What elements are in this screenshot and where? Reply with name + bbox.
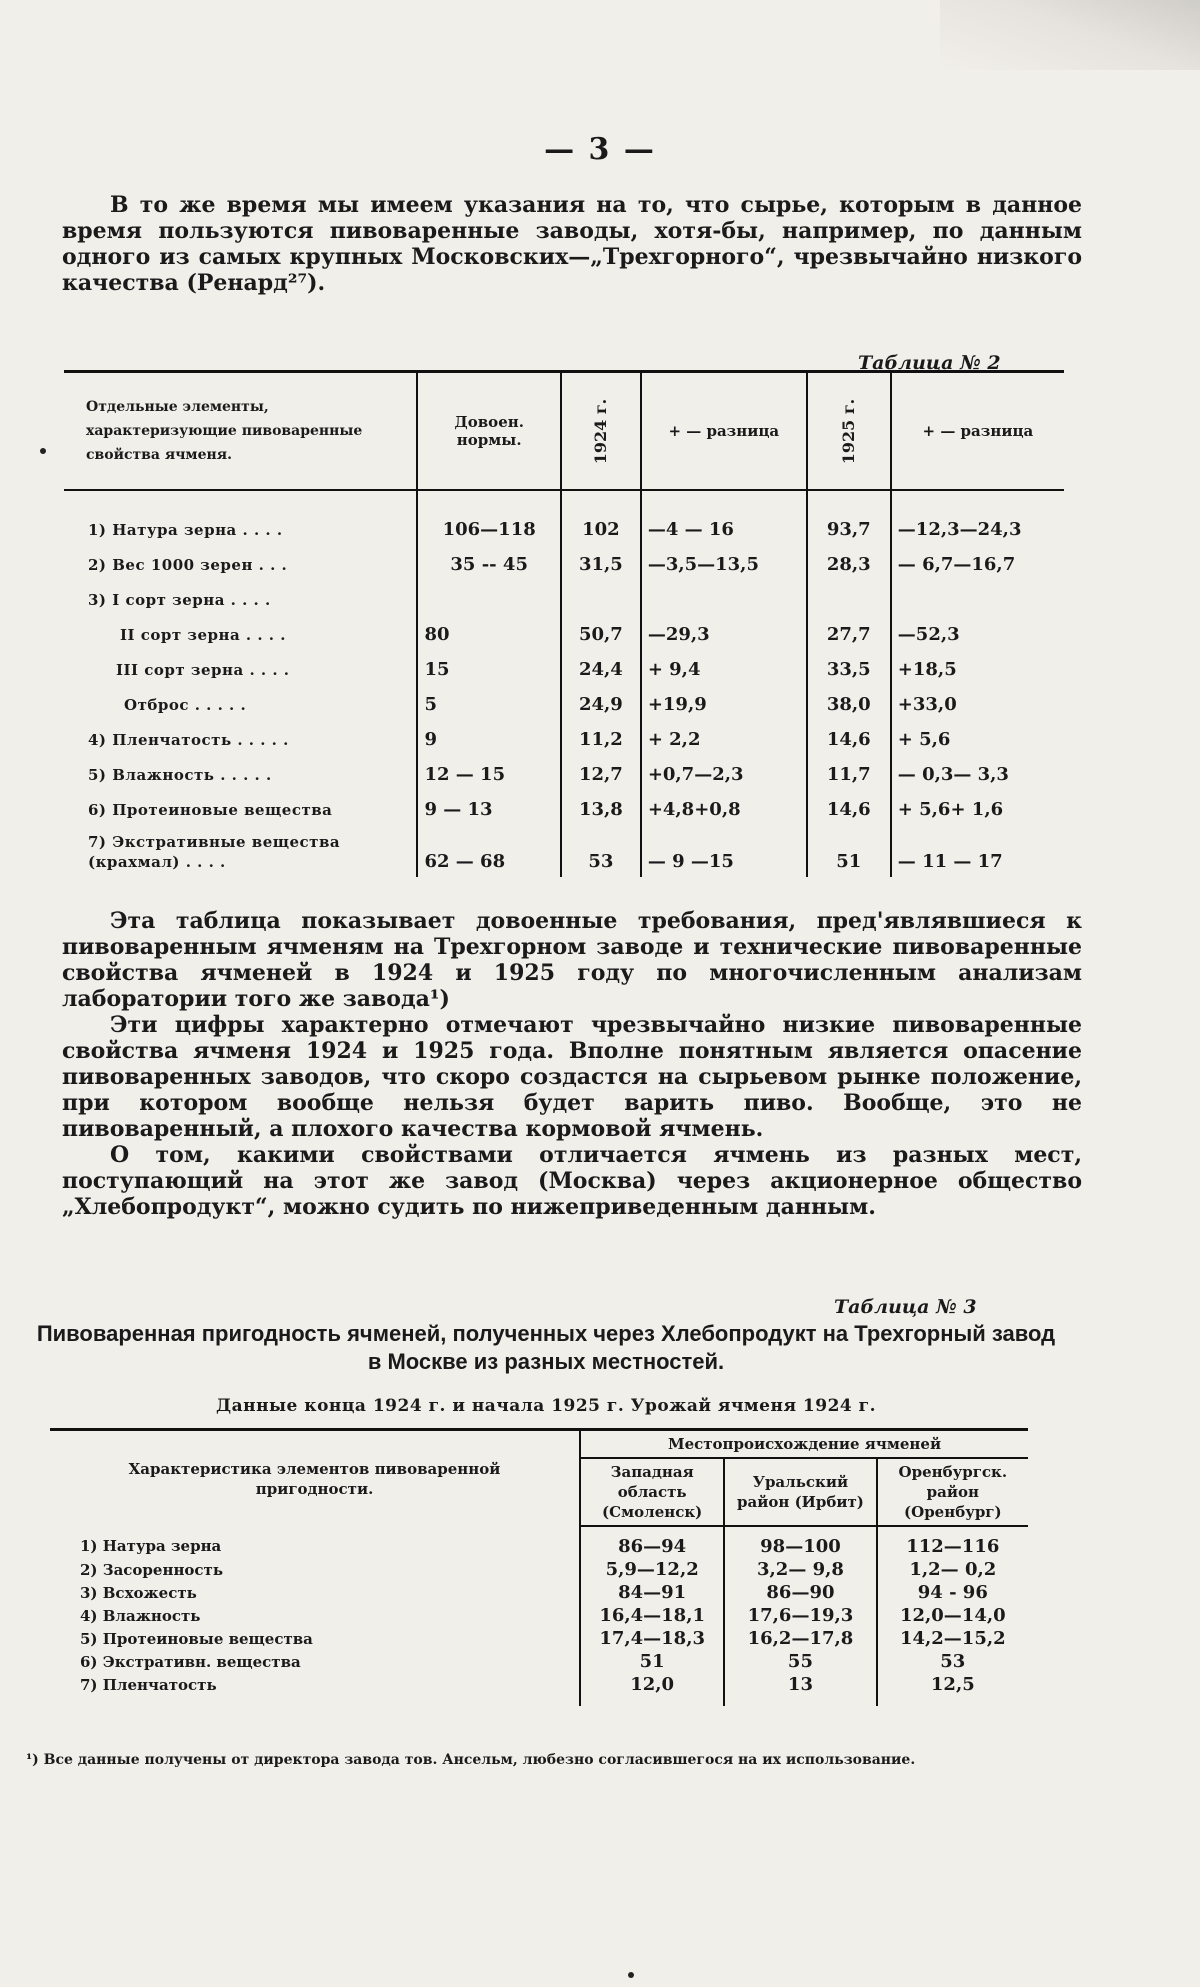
cell-diff-1924: +0,7—2,3 (641, 757, 807, 792)
cell-ural: 86—90 (724, 1581, 876, 1604)
cell-1925: 14,6 (807, 792, 891, 827)
cell-1924: 53 (561, 827, 641, 877)
cell-orenburg: 14,2—15,2 (877, 1627, 1028, 1650)
cell-diff-1925: — 6,7—16,7 (891, 547, 1064, 582)
region-west: Западная область (Смоленск) (580, 1458, 724, 1526)
table-row (64, 617, 1064, 652)
cell-1924 (561, 582, 641, 617)
cell-diff-1925 (891, 582, 1064, 617)
table2-header-1925 (807, 372, 891, 491)
table2-header-diff-1924: + — разница (641, 372, 807, 491)
table-row (64, 652, 1064, 687)
row-label-text: 5) Протеиновые вещества (80, 1629, 313, 1648)
table2-header-1924-text: 1924 г. (591, 398, 611, 464)
cell-diff-1925: —52,3 (891, 617, 1064, 652)
cell-diff-1924: —29,3 (641, 617, 807, 652)
row-label-text: 3) Всхожесть (80, 1583, 197, 1602)
cell-norm: 80 (417, 617, 560, 652)
table2-header-row (64, 372, 1064, 491)
cell-1924: 12,7 (561, 757, 641, 792)
row-label (50, 1650, 580, 1673)
table2-header-norms: Довоен. нормы. (417, 372, 560, 491)
cell-orenburg: 1,2— 0,2 (877, 1558, 1028, 1581)
row-label: II сорт зерна . . . . (120, 625, 286, 644)
cell-1925: 51 (807, 827, 891, 877)
table-row (50, 1650, 1028, 1673)
row-label (50, 1558, 580, 1581)
row-label: 2) Вес 1000 зерен . . . (88, 555, 288, 574)
table-row (50, 1526, 1028, 1558)
cell-ural: 16,2—17,8 (724, 1627, 876, 1650)
cell-orenburg: 94 - 96 (877, 1581, 1028, 1604)
table-row (64, 757, 1064, 792)
cell-1924: 50,7 (561, 617, 641, 652)
table-row (64, 547, 1064, 582)
table2-label: Таблица № 2 (858, 352, 1001, 374)
paragraph-low-quality: Эти цифры характерно отмечают чрезвычайно низкие пивоваренные свойства ячменя 1924 и 1925 года. Вполне понятным является опасение пивоваренных заводов, что скоро создастся на сырьевом рынке положение, при котором вообще нельзя будет варить пиво. Вообще, это не пивоваренный, а плохого качества кормовой ячмень. (62, 1012, 1082, 1142)
table3-header-characteristics: Характеристика элементов пивоваренной пригодности. (50, 1430, 580, 1527)
cell-west: 86—94 (580, 1526, 724, 1558)
row-label: III сорт зерна . . . . (116, 660, 290, 679)
table3-subtitle: Данные конца 1924 г. и начала 1925 г. Урожай ячменя 1924 г. (216, 1396, 876, 1416)
cell-orenburg: 112—116 (877, 1526, 1028, 1558)
cell-orenburg: 53 (877, 1650, 1028, 1673)
row-label (50, 1526, 580, 1558)
row-label (50, 1673, 580, 1706)
cell-1925: 28,3 (807, 547, 891, 582)
row-label-text: 4) Влажность (80, 1606, 201, 1625)
table-row (64, 582, 1064, 617)
cell-1925: 11,7 (807, 757, 891, 792)
cell-diff-1925: — 0,3— 3,3 (891, 757, 1064, 792)
table2-header-diff-1925: + — разница (891, 372, 1064, 491)
paragraph-table-explanation: Эта таблица показывает довоенные требования, пред'являвшиеся к пивоваренным ячменям на Трехгорном заводе и технические пивоваренные свойства ячменей в 1924 и 1925 году по многочисленным анализам лаборатории того же завода¹) (62, 908, 1082, 1012)
cell-ural: 3,2— 9,8 (724, 1558, 876, 1581)
cell-diff-1924 (641, 582, 807, 617)
cell-diff-1924: —4 — 16 (641, 490, 807, 547)
cell-1924: 102 (561, 490, 641, 547)
table3-header-row (50, 1430, 1028, 1459)
cell-west: 84—91 (580, 1581, 724, 1604)
margin-mark (628, 1972, 634, 1978)
cell-norm: 12 — 15 (417, 757, 560, 792)
cell-orenburg: 12,0—14,0 (877, 1604, 1028, 1627)
table3-header-origin: Местопроисхождение ячменей (580, 1430, 1028, 1459)
cell-west: 17,4—18,3 (580, 1627, 724, 1650)
cell-1924: 31,5 (561, 547, 641, 582)
table2-header-1925-text: 1925 г. (839, 398, 859, 464)
table-2 (64, 370, 1064, 877)
scan-shadow (940, 0, 1200, 70)
cell-west: 51 (580, 1650, 724, 1673)
cell-diff-1925: + 5,6 (891, 722, 1064, 757)
cell-1925: 38,0 (807, 687, 891, 722)
cell-diff-1924: + 2,2 (641, 722, 807, 757)
cell-1925 (807, 582, 891, 617)
cell-norm: 15 (417, 652, 560, 687)
cell-norm: 9 (417, 722, 560, 757)
margin-mark (40, 448, 46, 454)
cell-ural: 98—100 (724, 1526, 876, 1558)
footnote: ¹) Все данные получены от директора завода тов. Ансельм, любезно согласившегося на их использование. (26, 1752, 916, 1768)
cell-1925: 93,7 (807, 490, 891, 547)
cell-diff-1925: — 11 — 17 (891, 827, 1064, 877)
cell-diff-1925: —12,3—24,3 (891, 490, 1064, 547)
cell-1925: 27,7 (807, 617, 891, 652)
region-ural: Уральский район (Ирбит) (724, 1458, 876, 1526)
table3-title: Пивоваренная пригодность ячменей, полученных через Хлебопродукт на Трехгорный завод в Москве из разных местностей. (36, 1321, 1056, 1374)
table-row (64, 687, 1064, 722)
table-row (50, 1627, 1028, 1650)
row-label: 7) Экстративные вещества (крахмал) . . . . (88, 833, 341, 871)
cell-norm: 5 (417, 687, 560, 722)
row-label: 4) Пленчатость . . . . . (88, 730, 289, 749)
page-number: — 3 — (544, 132, 656, 167)
cell-west: 16,4—18,1 (580, 1604, 724, 1627)
cell-ural: 13 (724, 1673, 876, 1706)
row-label-text: 6) Экстративн. вещества (80, 1652, 301, 1671)
cell-orenburg: 12,5 (877, 1673, 1028, 1706)
cell-diff-1925: +18,5 (891, 652, 1064, 687)
row-label: 1) Натура зерна . . . . (88, 520, 283, 539)
cell-west: 12,0 (580, 1673, 724, 1706)
cell-west: 5,9—12,2 (580, 1558, 724, 1581)
cell-diff-1925: +33,0 (891, 687, 1064, 722)
cell-norm: 106—118 (417, 490, 560, 547)
cell-1924: 11,2 (561, 722, 641, 757)
cell-ural: 17,6—19,3 (724, 1604, 876, 1627)
row-label: Отброс . . . . . (124, 695, 247, 714)
table-row (64, 827, 1064, 877)
intro-paragraph (62, 192, 1082, 296)
table-row (50, 1604, 1028, 1627)
body-text (62, 908, 1082, 1220)
cell-diff-1924: +4,8+0,8 (641, 792, 807, 827)
row-label (50, 1581, 580, 1604)
cell-1924: 13,8 (561, 792, 641, 827)
cell-diff-1924: + 9,4 (641, 652, 807, 687)
cell-diff-1925: + 5,6+ 1,6 (891, 792, 1064, 827)
table3-label: Таблица № 3 (834, 1296, 977, 1318)
cell-norm: 62 — 68 (417, 827, 560, 877)
row-label: 5) Влажность . . . . . (88, 765, 272, 784)
table2-header-1924 (561, 372, 641, 491)
row-label: 3) I сорт зерна . . . . (88, 590, 271, 609)
paragraph-origins: О том, какими свойствами отличается ячмень из разных мест, поступающий на этот же завод (Москва) через акционерное общество „Хлебопродукт“, можно судить по нижеприведенным данным. (62, 1142, 1082, 1220)
cell-1924: 24,9 (561, 687, 641, 722)
table-row (64, 490, 1064, 547)
cell-ural: 55 (724, 1650, 876, 1673)
table2-header-elements: Отдельные элементы, характеризующие пивоваренные свойства ячменя. (64, 372, 417, 491)
table-row (64, 792, 1064, 827)
cell-1925: 33,5 (807, 652, 891, 687)
cell-1925: 14,6 (807, 722, 891, 757)
cell-norm: 9 — 13 (417, 792, 560, 827)
cell-diff-1924: +19,9 (641, 687, 807, 722)
row-label-text: 1) Натура зерна (80, 1537, 222, 1555)
cell-norm (417, 582, 560, 617)
table-3 (50, 1428, 1028, 1706)
table-row (50, 1581, 1028, 1604)
table-row (50, 1673, 1028, 1706)
cell-1924: 24,4 (561, 652, 641, 687)
cell-diff-1924: —3,5—13,5 (641, 547, 807, 582)
cell-diff-1924: — 9 —15 (641, 827, 807, 877)
row-label: 6) Протеиновые вещества (88, 800, 333, 819)
cell-norm: 35 -- 45 (417, 547, 560, 582)
intro-text: В то же время мы имеем указания на то, что сырье, которым в данное время пользуются пивоваренные заводы, хотя-бы, например, по данным одного из самых крупных Московских—„Трехгорного“, чрезвычайно низкого качества (Ренард²⁷). (62, 192, 1082, 296)
row-label-text: 2) Засоренность (80, 1560, 224, 1579)
row-label (50, 1627, 580, 1650)
table-row (64, 722, 1064, 757)
row-label (50, 1604, 580, 1627)
row-label-text: 7) Пленчатость (80, 1675, 217, 1694)
region-orenburg: Оренбургск. район (Оренбург) (877, 1458, 1028, 1526)
table-row (50, 1558, 1028, 1581)
